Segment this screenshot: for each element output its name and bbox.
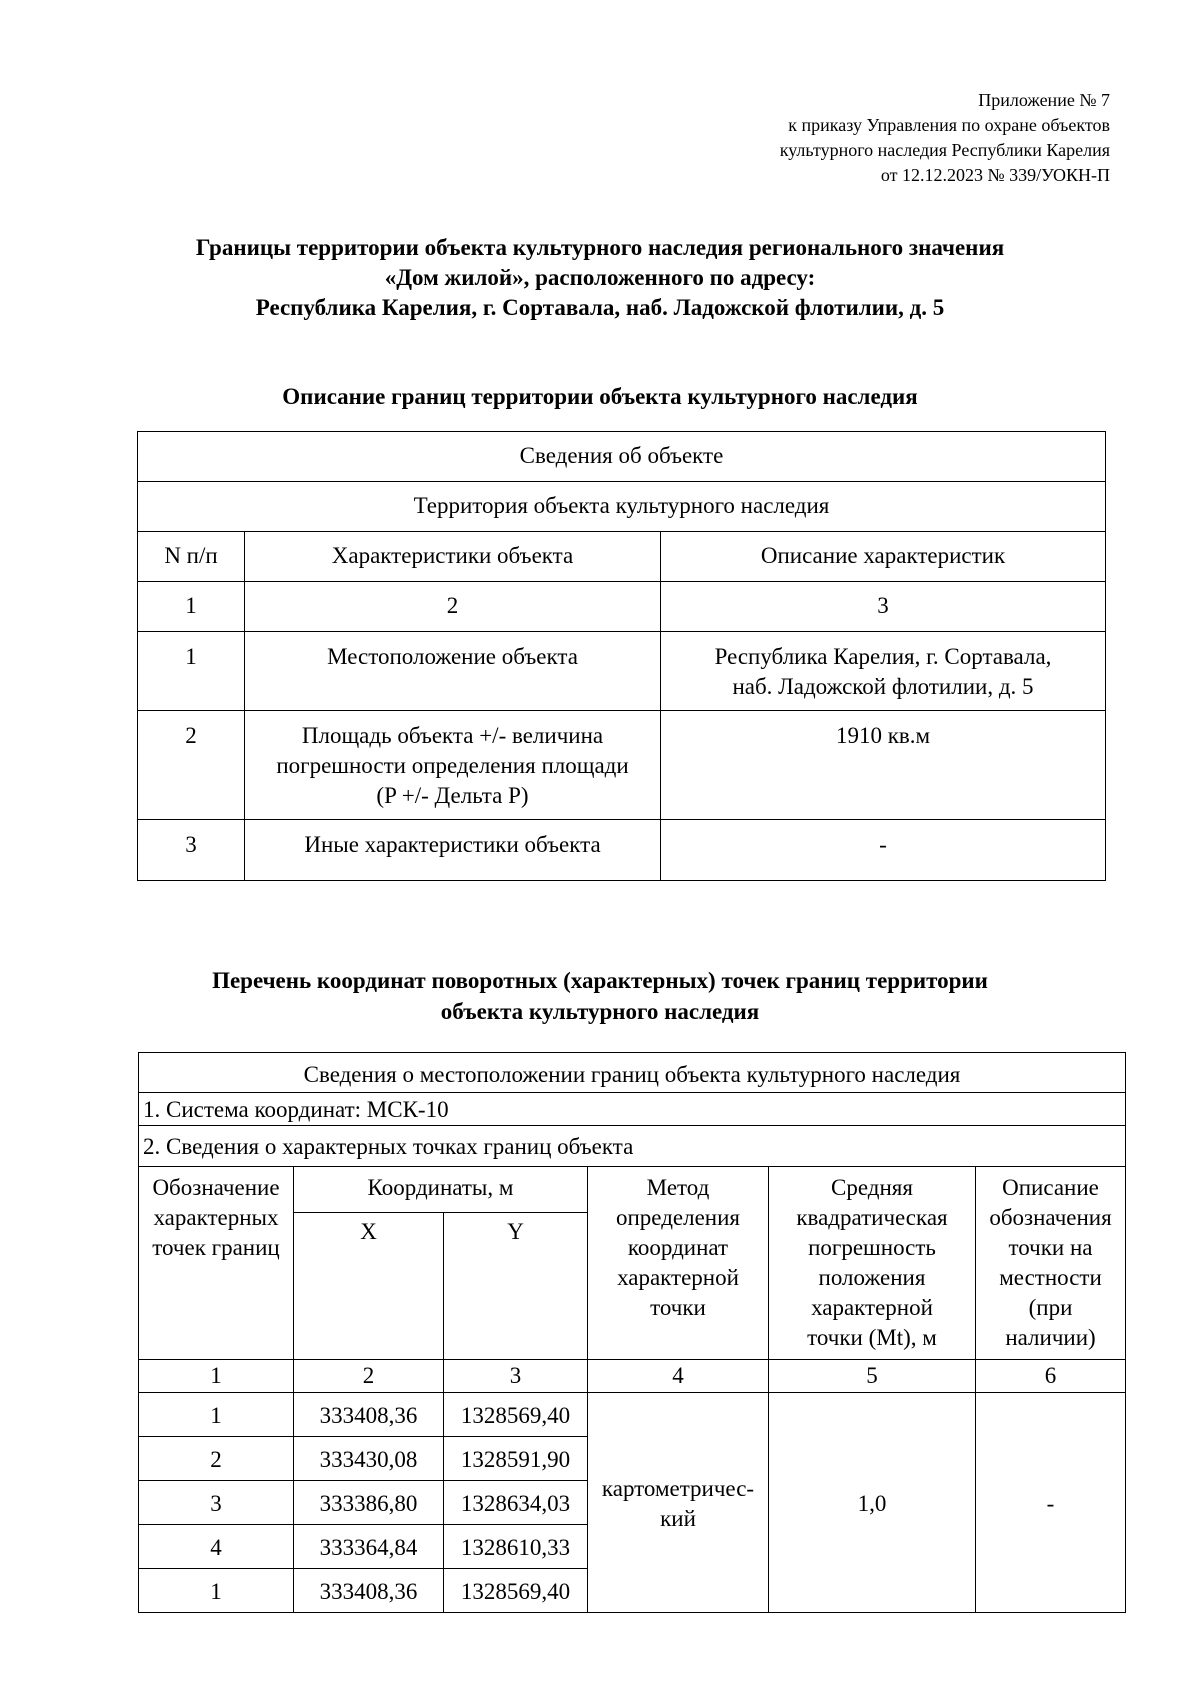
point-id: 3 [139,1481,294,1525]
cell-line: Средняя [831,1175,913,1200]
appendix-line: к приказу Управления по охране объектов [788,115,1110,135]
table-row [138,820,1106,881]
row-num: 2 [138,711,245,820]
cell-line: характерной [617,1265,739,1290]
appendix-line: Приложение № 7 [978,90,1110,110]
point-id: 1 [139,1569,294,1613]
coord-system-row [139,1093,1126,1126]
error-value: 1,0 [769,1393,976,1613]
cell-line: точки (Mt), м [807,1325,937,1350]
points-info-row [139,1126,1126,1167]
row-num: 3 [138,820,245,881]
point-y: 1328610,33 [444,1525,588,1569]
point-x: 333408,36 [294,1569,444,1613]
row-description [661,820,1106,881]
table-row [139,1393,1126,1437]
cell-line: квадратическая [796,1205,948,1230]
point-id: 1 [139,1393,294,1437]
column-header-error [769,1167,976,1360]
territory-header: Территория объекта культурного наследия [138,482,1106,532]
section1-title-text: Описание границ территории объекта культурного наследия [282,384,918,409]
cell-line: картометричес- [601,1476,755,1501]
section2-title [0,965,1200,1027]
cell-line: Описание [1002,1175,1099,1200]
cell-line: определения [615,1205,740,1230]
row-description [661,711,1106,820]
title-line: Границы территории объекта культурного наследия регионального значения [195,235,1005,260]
object-info-table [137,431,1106,881]
column-header-y: Y [444,1213,588,1360]
column-header-point-description [976,1167,1126,1360]
cell-line: наличии) [1005,1325,1096,1350]
cell-line: характерных [153,1205,279,1230]
cell-line: 1910 кв.м [835,723,931,748]
cell-line: (P +/- Дельта P) [376,783,529,808]
column-header-coordinates: Координаты, м [294,1167,588,1213]
point-y: 1328634,03 [444,1481,588,1525]
row-characteristic [245,711,661,820]
column-header-method [588,1167,769,1360]
point-id: 4 [139,1525,294,1569]
point-x: 333364,84 [294,1525,444,1569]
table-header-row [138,432,1106,482]
column-header-characteristics: Характеристики объекта [245,532,661,582]
column-number: 6 [976,1360,1126,1393]
column-number: 2 [294,1360,444,1393]
cell-line: Республика Карелия, г. Сортавала, [714,644,1052,669]
column-header-num: N п/п [138,532,245,582]
column-header-row [139,1167,1126,1213]
table-header-row [138,482,1106,532]
row-characteristic [245,820,661,881]
table-header-row [139,1053,1126,1093]
cell-line: координат [627,1235,729,1260]
table-row [138,711,1106,820]
cell-line: точки на [1008,1235,1093,1260]
cell-line: точки [650,1295,706,1320]
column-number: 5 [769,1360,976,1393]
column-number-row [138,582,1106,632]
column-header-row [138,532,1106,582]
document-title [0,233,1200,323]
column-number: 1 [138,582,245,632]
location-header: Сведения о местоположении границ объекта культурного наследия [139,1053,1126,1093]
row-num: 1 [138,632,245,711]
appendix-note [780,88,1110,188]
cell-line: кий [660,1506,696,1531]
point-y: 1328569,40 [444,1393,588,1437]
coord-system: 1. Система координат: МСК-10 [139,1093,1126,1126]
cell-line: Местоположение объекта [327,644,578,669]
cell-line: Обозначение [152,1175,280,1200]
object-info-header: Сведения об объекте [138,432,1106,482]
cell-line: местности [999,1265,1102,1290]
column-number-row [139,1360,1126,1393]
point-x: 333430,08 [294,1437,444,1481]
cell-line: точек границ [152,1235,280,1260]
cell-line: Площадь объекта +/- величина [301,723,604,748]
point-x: 333386,80 [294,1481,444,1525]
section2-title-line: объекта культурного наследия [440,999,760,1024]
cell-line: погрешность [808,1235,936,1260]
cell-line: Метод [646,1175,710,1200]
method-value [588,1393,769,1613]
point-x: 333408,36 [294,1393,444,1437]
column-number: 2 [245,582,661,632]
point-y: 1328591,90 [444,1437,588,1481]
column-number: 1 [139,1360,294,1393]
section1-title [0,381,1200,412]
column-number: 4 [588,1360,769,1393]
cell-line: характерной [811,1295,933,1320]
cell-line: Иные характеристики объекта [304,832,601,857]
appendix-line: культурного наследия Республики Карелия [779,140,1110,160]
column-number: 3 [444,1360,588,1393]
row-characteristic [245,632,661,711]
appendix-line: от 12.12.2023 № 339/УОКН-П [880,165,1110,185]
column-header-x: X [294,1213,444,1360]
cell-line: - [879,832,887,857]
table-row [138,632,1106,711]
column-header-description: Описание характеристик [661,532,1106,582]
cell-line: (при [1028,1295,1073,1320]
column-number: 3 [661,582,1106,632]
cell-line: наб. Ладожской флотилии, д. 5 [732,674,1034,699]
cell-line: погрешности определения площади [276,753,629,778]
title-line: «Дом жилой», расположенного по адресу: [384,265,816,290]
point-description-value: - [976,1393,1126,1613]
cell-line: обозначения [989,1205,1112,1230]
points-info: 2. Сведения о характерных точках границ объекта [139,1126,1126,1167]
point-y: 1328569,40 [444,1569,588,1613]
column-header-designation [139,1167,294,1360]
cell-line: положения [818,1265,926,1290]
section2-title-line: Перечень координат поворотных (характерных) точек границ территории [212,968,988,993]
row-description [661,632,1106,711]
title-line: Республика Карелия, г. Сортавала, наб. Ладожской флотилии, д. 5 [255,295,945,320]
point-id: 2 [139,1437,294,1481]
coordinates-table [138,1052,1126,1613]
